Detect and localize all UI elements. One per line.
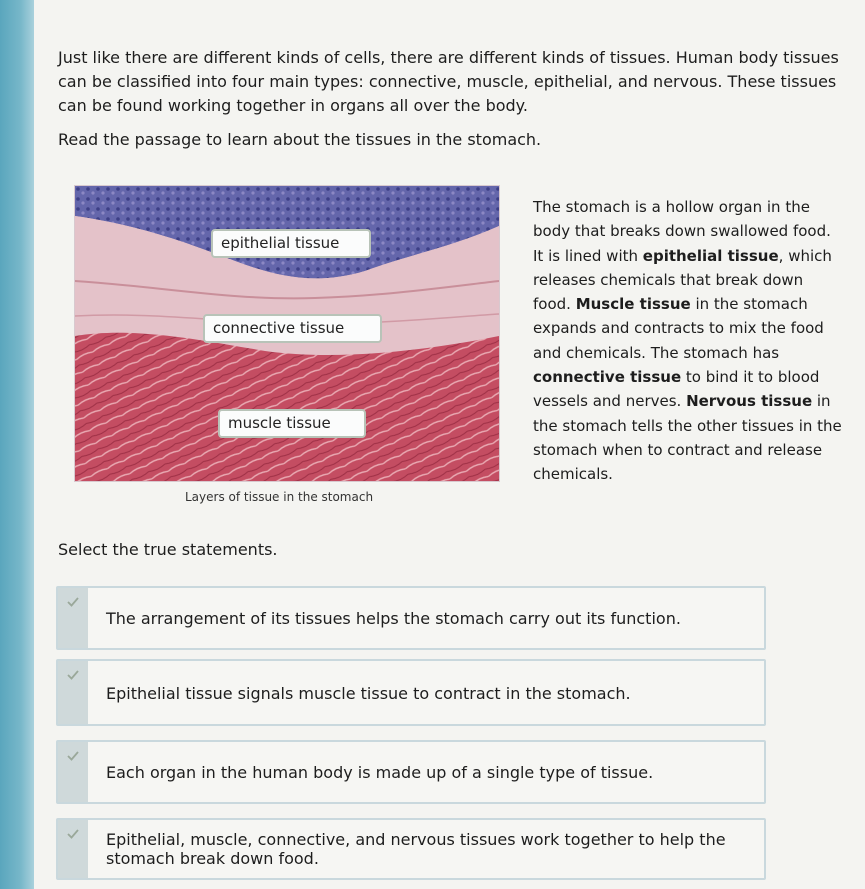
passage-text-2: , which releases chemicals that break down food. <box>533 246 832 314</box>
checkmark-icon <box>67 828 79 840</box>
passage-text-4: to bind it to blood vessels and nerves. <box>533 368 820 411</box>
checkbox-tab[interactable] <box>58 820 88 878</box>
stomach-tissue-image <box>74 185 500 482</box>
checkmark-icon <box>67 596 79 608</box>
passage-text <box>533 195 845 487</box>
muscle-term: Muscle tissue <box>575 295 691 314</box>
answer-option-text: Epithelial tissue signals muscle tissue to contract in the stomach. <box>106 684 631 703</box>
figure-caption: Layers of tissue in the stomach <box>185 490 374 504</box>
checkmark-icon <box>67 750 79 762</box>
answer-option-text: The arrangement of its tissues helps the stomach carry out its function. <box>106 609 681 628</box>
answer-option-1[interactable] <box>56 586 766 650</box>
nervous-term: Nervous tissue <box>686 392 813 411</box>
connective-tissue-label: connective tissue <box>203 314 382 343</box>
muscle-tissue-label: muscle tissue <box>218 409 366 438</box>
answer-option-2[interactable] <box>56 659 766 726</box>
epithelial-tissue-label: epithelial tissue <box>211 229 371 258</box>
checkbox-tab[interactable] <box>58 661 88 724</box>
instruction-text: Read the passage to learn about the tissues in the stomach. <box>58 130 542 149</box>
intro-paragraph: Just like there are different kinds of cells, there are different kinds of tissues. Human body tissues can be classified into four main types: connective, muscle, epithelial, and nervous. These tissues can be found working together in organs all over the body. <box>58 48 839 115</box>
passage-text-3: in the stomach expands and contracts to mix the food and chemicals. The stomach has <box>533 295 824 362</box>
answer-option-4[interactable] <box>56 818 766 880</box>
left-accent-bar <box>0 0 34 889</box>
epithelial-term: epithelial tissue <box>642 246 779 265</box>
connective-term: connective tissue <box>533 368 682 387</box>
answer-option-text: Epithelial, muscle, connective, and nervous tissues work together to help the stomach break down food. <box>106 830 726 868</box>
checkmark-icon <box>67 669 79 681</box>
passage-text-1: The stomach is a hollow organ in the body that breaks down swallowed food. It is lined with <box>533 198 831 265</box>
checkbox-tab[interactable] <box>58 742 88 802</box>
checkbox-tab[interactable] <box>58 588 88 648</box>
question-prompt: Select the true statements. <box>58 540 278 559</box>
passage-text-5: in the stomach tells the other tissues in the stomach when to contract and release chemicals. <box>533 392 842 484</box>
answer-option-text: Each organ in the human body is made up of a single type of tissue. <box>106 763 654 782</box>
answer-option-3[interactable] <box>56 740 766 804</box>
